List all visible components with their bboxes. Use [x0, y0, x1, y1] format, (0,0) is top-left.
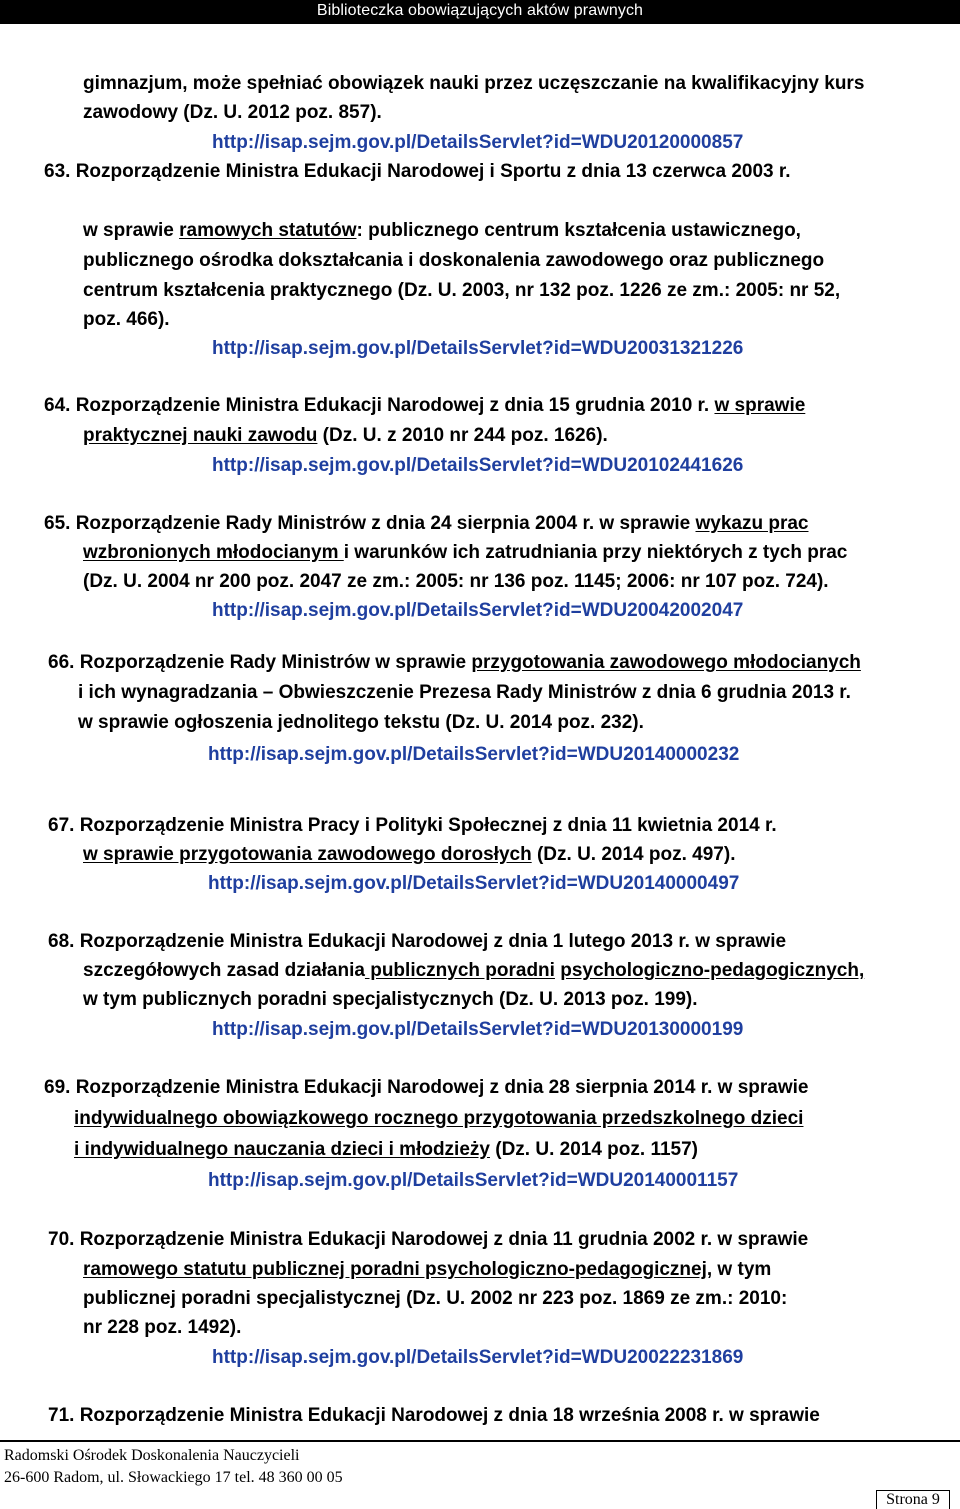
entry-63-line-4: poz. 466). [83, 309, 170, 330]
entry-68-line-2: szczegółowych zasad działania publicznych poradni psychologiczno-pedagogicznych, [83, 960, 865, 981]
entry-68-link[interactable]: http://isap.sejm.gov.pl/DetailsServlet?id=WDU20130000199 [212, 1019, 744, 1040]
entry-70-line-2: ramowego statutu publicznej poradni psychologiczno-pedagogicznej, w tym [83, 1259, 772, 1280]
document-header [0, 0, 960, 24]
entry-66-line-3: w sprawie ogłoszenia jednolitego tekstu (Dz. U. 2014 poz. 232). [78, 712, 644, 733]
entry-70-line-1: 70. Rozporządzenie Ministra Edukacji Narodowej z dnia 11 grudnia 2002 r. w sprawie [48, 1229, 809, 1250]
entry-63-line-2: publicznego ośrodka dokształcania i doskonalenia zawodowego oraz publicznego [83, 250, 825, 271]
entry-68-line-1: 68. Rozporządzenie Ministra Edukacji Narodowej z dnia 1 lutego 2013 r. w sprawie [48, 931, 787, 952]
entry-71-line-1: 71. Rozporządzenie Ministra Edukacji Narodowej z dnia 18 września 2008 r. w sprawie [48, 1405, 820, 1426]
entry-63-link[interactable]: http://isap.sejm.gov.pl/DetailsServlet?id=WDU20031321226 [212, 338, 744, 359]
footer-address: 26-600 Radom, ul. Słowackiego 17 tel. 48 360 00 05 [4, 1469, 343, 1486]
entry-62-link[interactable]: http://isap.sejm.gov.pl/DetailsServlet?id=WDU20120000857 [212, 132, 744, 153]
entry-63-line-1: w sprawie ramowych statutów: publicznego centrum kształcenia ustawicznego, [83, 220, 801, 241]
entry-69-link[interactable]: http://isap.sejm.gov.pl/DetailsServlet?id=WDU20140001157 [208, 1170, 739, 1191]
entry-68-line-3: w tym publicznych poradni specjalistycznych (Dz. U. 2013 poz. 199). [83, 989, 698, 1010]
entry-65-line-1: 65. Rozporządzenie Rady Ministrów z dnia 24 sierpnia 2004 r. w sprawie wykazu prac [44, 513, 809, 534]
entry-63-title: 63. Rozporządzenie Ministra Edukacji Narodowej i Sportu z dnia 13 czerwca 2003 r. [44, 161, 791, 182]
entry-70-line-4: nr 228 poz. 1492). [83, 1317, 242, 1338]
footer-organization: Radomski Ośrodek Doskonalenia Nauczycieli [4, 1447, 300, 1464]
entry-65-line-3: (Dz. U. 2004 nr 200 poz. 2047 ze zm.: 2005: nr 136 poz. 1145; 2006: nr 107 poz. 724). [83, 571, 829, 592]
entry-62-line-1: gimnazjum, może spełniać obowiązek nauki przez uczęszczanie na kwalifikacyjny kurs [83, 73, 865, 94]
entry-66-line-2: i ich wynagradzania – Obwieszczenie Prezesa Rady Ministrów z dnia 6 grudnia 2013 r. [78, 682, 851, 703]
entry-65-link[interactable]: http://isap.sejm.gov.pl/DetailsServlet?id=WDU20042002047 [212, 600, 744, 621]
entry-70-link[interactable]: http://isap.sejm.gov.pl/DetailsServlet?id=WDU20022231869 [212, 1347, 744, 1368]
entry-69-line-3: i indywidualnego nauczania dzieci i młodzieży (Dz. U. 2014 poz. 1157) [74, 1139, 698, 1160]
entry-69-line-2: indywidualnego obowiązkowego rocznego przygotowania przedszkolnego dzieci [74, 1108, 804, 1129]
entry-64-line-2: praktycznej nauki zawodu (Dz. U. z 2010 nr 244 poz. 1626). [83, 425, 608, 446]
entry-62-line-2: zawodowy (Dz. U. 2012 poz. 857). [83, 102, 382, 123]
footer-divider [0, 1440, 960, 1442]
entry-67-link[interactable]: http://isap.sejm.gov.pl/DetailsServlet?id=WDU20140000497 [208, 873, 740, 894]
entry-69-line-1: 69. Rozporządzenie Ministra Edukacji Narodowej z dnia 28 sierpnia 2014 r. w sprawie [44, 1077, 809, 1098]
page-footer [0, 1440, 960, 1508]
header-title: Biblioteczka obowiązujących aktów prawnych [316, 2, 644, 19]
entry-64-link[interactable]: http://isap.sejm.gov.pl/DetailsServlet?id=WDU20102441626 [212, 455, 744, 476]
entry-65-line-2: wzbronionych młodocianym i warunków ich zatrudniania przy niektórych z tych prac [83, 542, 848, 563]
entry-70-line-3: publicznej poradni specjalistycznej (Dz. U. 2002 nr 223 poz. 1869 ze zm.: 2010: [83, 1288, 788, 1309]
entry-63-line-3: centrum kształcenia praktycznego (Dz. U. 2003, nr 132 poz. 1226 ze zm.: 2005: nr 52, [83, 280, 841, 301]
entry-66-line-1: 66. Rozporządzenie Rady Ministrów w sprawie przygotowania zawodowego młodocianych [48, 652, 861, 673]
entry-67-line-1: 67. Rozporządzenie Ministra Pracy i Polityki Społecznej z dnia 11 kwietnia 2014 r. [48, 815, 777, 836]
entry-66-link[interactable]: http://isap.sejm.gov.pl/DetailsServlet?id=WDU20140000232 [208, 744, 740, 765]
entry-64-line-1: 64. Rozporządzenie Ministra Edukacji Narodowej z dnia 15 grudnia 2010 r. w sprawie [44, 395, 806, 416]
entry-67-line-2: w sprawie przygotowania zawodowego dorosłych (Dz. U. 2014 poz. 497). [83, 844, 736, 865]
page-number: Strona 9 [876, 1490, 950, 1509]
